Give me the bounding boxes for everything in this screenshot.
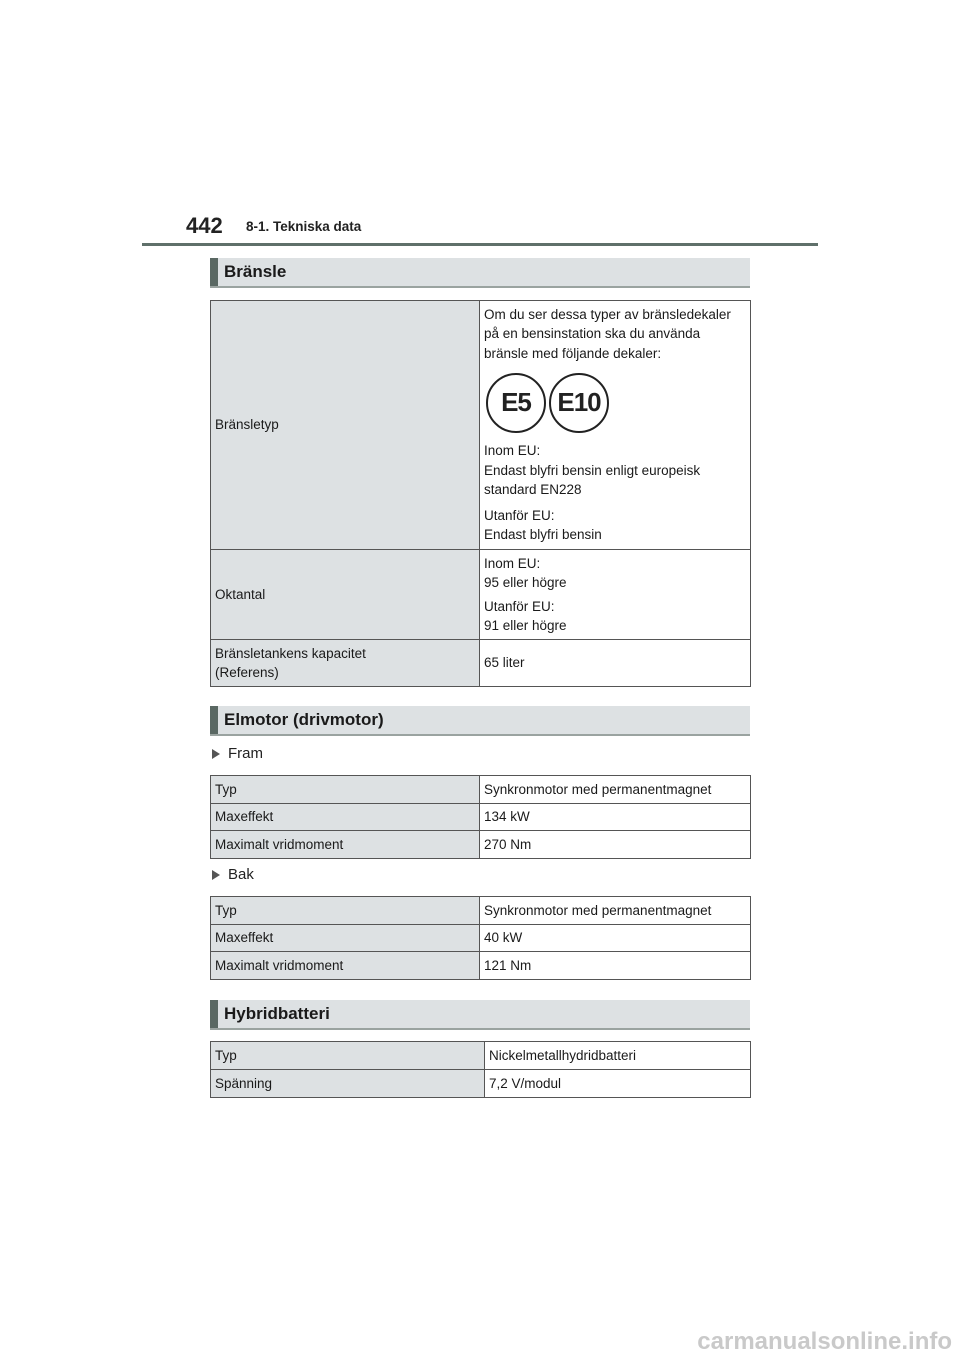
fuel-intro-text: Om du ser dessa typer av bränsledekaler på en bensinstation ska du använda bränsle med följande dekaler: (484, 306, 731, 361)
table-row (211, 831, 751, 859)
fuel-type-label: Bränsletyp (211, 301, 480, 550)
section-accent (210, 706, 218, 734)
fuel-label-badges (486, 373, 746, 433)
table-row (211, 301, 751, 550)
octane-value (480, 550, 751, 640)
cell-label: Typ (211, 1042, 485, 1070)
table-row (211, 640, 751, 687)
cell-value: 121 Nm (480, 952, 751, 980)
cell-value: Synkronmotor med permanentmagnet (480, 776, 751, 804)
section-title: Bränsle (224, 262, 287, 281)
section-header-battery (210, 1000, 750, 1030)
subheading-front (212, 745, 263, 762)
fuel-table (210, 300, 751, 687)
subheading-label: Fram (228, 745, 263, 762)
cell-label: Spänning (211, 1070, 485, 1098)
section-title: Hybridbatteri (224, 1004, 330, 1023)
octane-eu-text: Inom EU: 95 eller högre (484, 555, 567, 590)
fuel-badge-e5-icon: E5 (486, 373, 546, 433)
octane-non-eu-text: Utanför EU: 91 eller högre (484, 598, 567, 633)
table-row (211, 776, 751, 804)
table-row (211, 1042, 751, 1070)
table-row (211, 550, 751, 640)
cell-label: Maxeffekt (211, 804, 480, 831)
fuel-type-value (480, 301, 751, 550)
table-row (211, 1070, 751, 1098)
rear-motor-table (210, 896, 751, 980)
cell-label: Typ (211, 776, 480, 804)
chapter-title: 8-1. Tekniska data (246, 219, 362, 234)
battery-table (210, 1041, 751, 1098)
cell-value: 7,2 V/modul (485, 1070, 751, 1098)
cell-value: 134 kW (480, 804, 751, 831)
triangle-arrow-icon (212, 749, 220, 759)
cell-label: Typ (211, 897, 480, 925)
cell-label: Maxeffekt (211, 925, 480, 952)
tank-capacity-value: 65 liter (480, 640, 751, 687)
cell-value: Nickelmetallhydridbatteri (485, 1042, 751, 1070)
table-row (211, 897, 751, 925)
triangle-arrow-icon (212, 870, 220, 880)
cell-value: 270 Nm (480, 831, 751, 859)
section-accent (210, 1000, 218, 1028)
page-number: 442 (186, 213, 223, 238)
cell-label: Maximalt vridmoment (211, 952, 480, 980)
front-motor-table (210, 775, 751, 859)
fuel-non-eu-text: Utanför EU: Endast blyfri bensin (484, 507, 602, 542)
site-watermark: carmanualsonline.info (697, 1328, 952, 1355)
cell-label: Maximalt vridmoment (211, 831, 480, 859)
table-row (211, 804, 751, 831)
subheading-rear (212, 866, 254, 883)
header-divider (142, 243, 818, 246)
section-title: Elmotor (drivmotor) (224, 710, 384, 729)
subheading-label: Bak (228, 866, 254, 883)
section-accent (210, 258, 218, 286)
cell-value: Synkronmotor med permanentmagnet (480, 897, 751, 925)
section-header-fuel (210, 258, 750, 288)
fuel-badge-e10-icon: E10 (549, 373, 609, 433)
table-row (211, 952, 751, 980)
tank-capacity-label: Bränsletankens kapacitet (Referens) (211, 640, 480, 687)
cell-value: 40 kW (480, 925, 751, 952)
section-header-motor (210, 706, 750, 736)
fuel-eu-text: Inom EU: Endast blyfri bensin enligt europeisk standard EN228 (484, 443, 701, 497)
octane-label: Oktantal (211, 550, 480, 640)
table-row (211, 925, 751, 952)
